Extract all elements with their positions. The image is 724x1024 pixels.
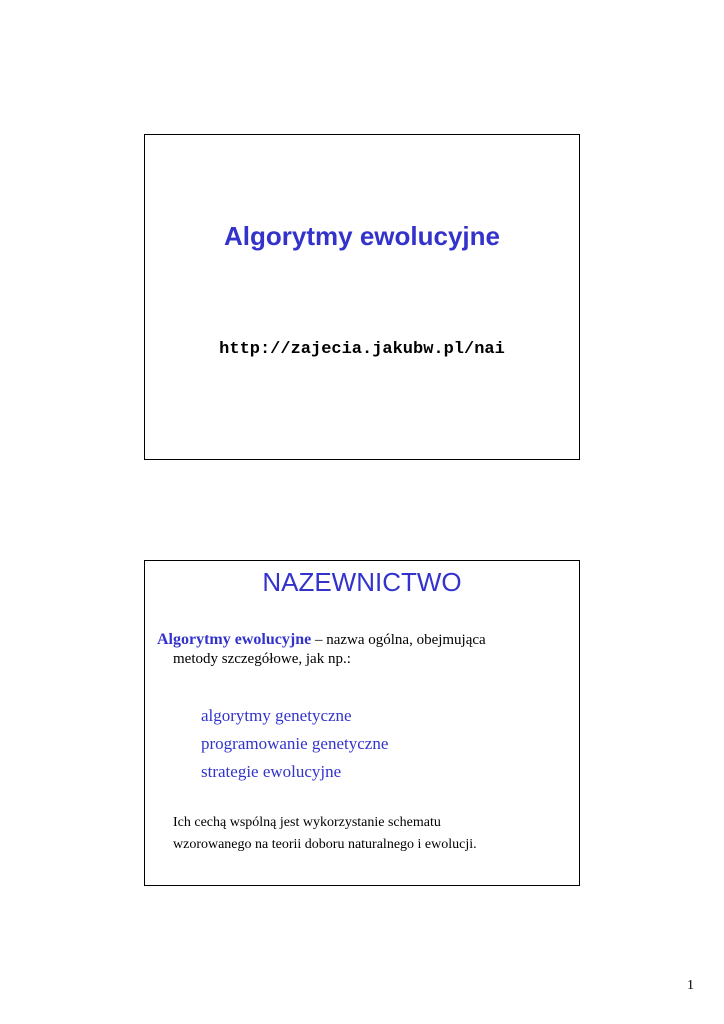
slide-title-heading: Algorytmy ewolucyjne (224, 221, 500, 251)
method-list (201, 702, 388, 786)
definition-text: – nazwa ogólna, obejmująca (311, 632, 486, 648)
summary-line: wzorowanego na teorii doboru naturalnego i ewolucji. (173, 837, 477, 852)
summary-line: Ich cechą wspólną jest wykorzystanie schematu (173, 815, 441, 830)
slide-nomenclature-heading: NAZEWNICTWO (262, 567, 462, 597)
definition-term: Algorytmy ewolucyjne (157, 631, 312, 648)
page-number: 1 (687, 978, 694, 993)
list-item: programowanie genetyczne (201, 734, 389, 753)
course-url: http://zajecia.jakubw.pl/nai (219, 340, 505, 359)
list-item: strategie ewolucyjne (201, 762, 342, 781)
definition-paragraph (157, 630, 569, 669)
slide-nomenclature (144, 560, 580, 886)
list-item: algorytmy genetyczne (201, 706, 352, 725)
definition-text-continued: metody szczegółowe, jak np.: (173, 651, 351, 667)
summary-paragraph (173, 812, 569, 856)
slide-title (144, 134, 580, 460)
